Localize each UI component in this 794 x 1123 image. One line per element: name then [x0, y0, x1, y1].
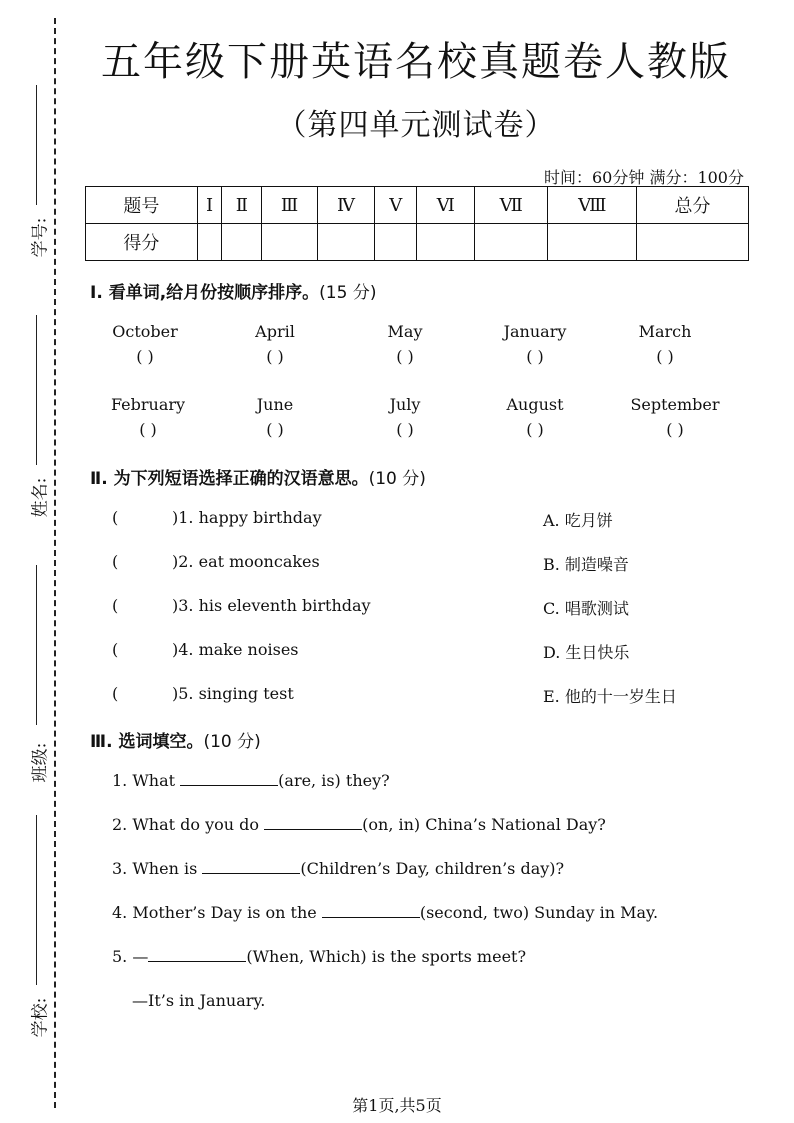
month-word: May [387, 322, 423, 341]
class-field[interactable] [18, 565, 58, 785]
page-title: 五年级下册英语名校真题卷人教版 [101, 39, 731, 85]
matching-item [112, 640, 299, 659]
score-input-cell[interactable] [475, 224, 548, 261]
score-input-cell[interactable] [222, 224, 262, 261]
option-b: B. 制造噪音 [543, 555, 629, 574]
month-item [215, 322, 335, 366]
month-word: September [630, 395, 720, 414]
fill-item-suffix: (second, two) Sunday in May. [419, 903, 659, 922]
answer-blank[interactable] [322, 903, 420, 918]
answer-blank[interactable] [202, 859, 300, 874]
order-blank[interactable]: ( ) [136, 347, 154, 366]
score-input-cell[interactable] [375, 224, 417, 261]
fill-item [112, 859, 564, 878]
answer-blank[interactable] [264, 815, 362, 830]
fill-item-prefix: 4. Mother’s Day is on the [112, 903, 322, 922]
phrase-text: )5. singing test [172, 684, 294, 703]
school-line [36, 815, 37, 985]
fill-item [112, 771, 390, 790]
month-word: August [506, 395, 564, 414]
fill-item-suffix: (When, Which) is the sports meet? [246, 947, 527, 966]
month-item [345, 322, 465, 366]
score-row-label: 得分 [86, 224, 198, 261]
phrase-text: )2. eat mooncakes [172, 552, 320, 571]
answer-bracket[interactable]: ( [112, 508, 119, 527]
month-item [475, 395, 595, 439]
month-word: October [112, 322, 178, 341]
month-word: June [256, 395, 294, 414]
section-2-score: (10 分) [368, 469, 426, 489]
month-word: January [503, 322, 567, 341]
school-field[interactable] [18, 815, 58, 1038]
month-word: April [255, 322, 295, 341]
matching-item [112, 508, 322, 527]
score-input-cell[interactable] [637, 224, 749, 261]
fill-item-suffix: (are, is) they? [278, 771, 390, 790]
matching-item [112, 684, 294, 703]
name-line [36, 315, 37, 465]
binding-margin [0, 0, 70, 1123]
month-item [605, 322, 725, 366]
score-table [85, 186, 749, 261]
month-item [88, 395, 208, 439]
answer-bracket[interactable]: ( [112, 640, 119, 659]
fill-item [112, 815, 606, 834]
answer-blank[interactable] [148, 947, 246, 962]
student-id-field[interactable] [18, 85, 58, 265]
month-item [345, 395, 465, 439]
fill-item-prefix: 5. — [112, 947, 149, 966]
matching-item [112, 596, 371, 615]
student-id-label: 学号: [30, 217, 51, 258]
score-input-cell[interactable] [317, 224, 374, 261]
score-table-cell: 题号 [86, 187, 198, 224]
score-input-cell[interactable] [417, 224, 475, 261]
option-c: C. 唱歌测试 [543, 599, 629, 618]
phrase-text: )1. happy birthday [172, 508, 322, 527]
score-table-cell: Ⅷ [548, 187, 637, 224]
month-item [475, 322, 595, 366]
section-2-title [90, 464, 426, 489]
fill-item [112, 903, 658, 922]
answer-blank[interactable] [180, 771, 278, 786]
order-blank[interactable]: ( ) [396, 420, 414, 439]
month-word: March [638, 322, 692, 341]
section-1-score: (15 分) [319, 283, 377, 303]
month-word: July [389, 395, 421, 414]
score-input-cell[interactable] [197, 224, 222, 261]
month-item [215, 395, 335, 439]
score-input-cell[interactable] [262, 224, 317, 261]
page-number: 第1页,共5页 [352, 1096, 442, 1115]
order-blank[interactable]: ( ) [396, 347, 414, 366]
fill-item-prefix: 1. What [112, 771, 181, 790]
order-blank[interactable]: ( ) [656, 347, 674, 366]
answer-bracket[interactable]: ( [112, 684, 119, 703]
month-item [85, 322, 205, 366]
month-item [615, 395, 735, 439]
score-table-cell: Ⅱ [222, 187, 262, 224]
answer-line: —It’s in January. [132, 991, 266, 1010]
score-table-cell: 总分 [637, 187, 749, 224]
month-word: February [110, 395, 186, 414]
section-1-title [90, 278, 376, 303]
section-3-score: (10 分) [203, 732, 261, 752]
section-1-title-text: Ⅰ. 看单词,给月份按顺序排序。 [90, 283, 320, 303]
name-field[interactable] [18, 315, 58, 518]
phrase-text: )4. make noises [172, 640, 299, 659]
score-table-score-row [86, 224, 749, 261]
order-blank[interactable]: ( ) [266, 347, 284, 366]
score-table-header-row [86, 187, 749, 224]
section-3-title [90, 727, 261, 752]
fill-item-prefix: 3. When is [112, 859, 203, 878]
option-d: D. 生日快乐 [543, 643, 630, 662]
option-a: A. 吃月饼 [543, 511, 613, 530]
fill-item [112, 947, 526, 966]
answer-bracket[interactable]: ( [112, 596, 119, 615]
score-table-cell: Ⅵ [417, 187, 475, 224]
school-label: 学校: [30, 997, 51, 1038]
order-blank[interactable]: ( ) [666, 420, 684, 439]
class-line [36, 565, 37, 725]
score-table-cell: Ⅴ [375, 187, 417, 224]
order-blank[interactable]: ( ) [266, 420, 284, 439]
answer-bracket[interactable]: ( [112, 552, 119, 571]
time-info: 时间：60分钟 满分：100分 [544, 168, 744, 187]
matching-item [112, 552, 320, 571]
order-blank[interactable]: ( ) [139, 420, 157, 439]
student-id-line [36, 85, 37, 205]
page-subtitle: （第四单元测试卷） [276, 108, 556, 143]
order-blank[interactable]: ( ) [526, 347, 544, 366]
section-2-title-text: Ⅱ. 为下列短语选择正确的汉语意思。 [90, 469, 369, 489]
section-3-title-text: Ⅲ. 选词填空。 [90, 732, 204, 752]
phrase-text: )3. his eleventh birthday [172, 596, 371, 615]
score-table-cell: Ⅰ [197, 187, 222, 224]
fill-item-prefix: 2. What do you do [112, 815, 265, 834]
order-blank[interactable]: ( ) [526, 420, 544, 439]
score-table-cell: Ⅶ [475, 187, 548, 224]
class-label: 班级: [30, 742, 51, 783]
fill-item-suffix: (Children’s Day, children’s day)? [300, 859, 565, 878]
score-table-cell: Ⅳ [317, 187, 374, 224]
score-table-cell: Ⅲ [262, 187, 317, 224]
option-e: E. 他的十一岁生日 [543, 687, 677, 706]
fill-item-suffix: (on, in) China’s National Day? [362, 815, 606, 834]
name-label: 姓名: [30, 477, 51, 518]
score-input-cell[interactable] [548, 224, 637, 261]
